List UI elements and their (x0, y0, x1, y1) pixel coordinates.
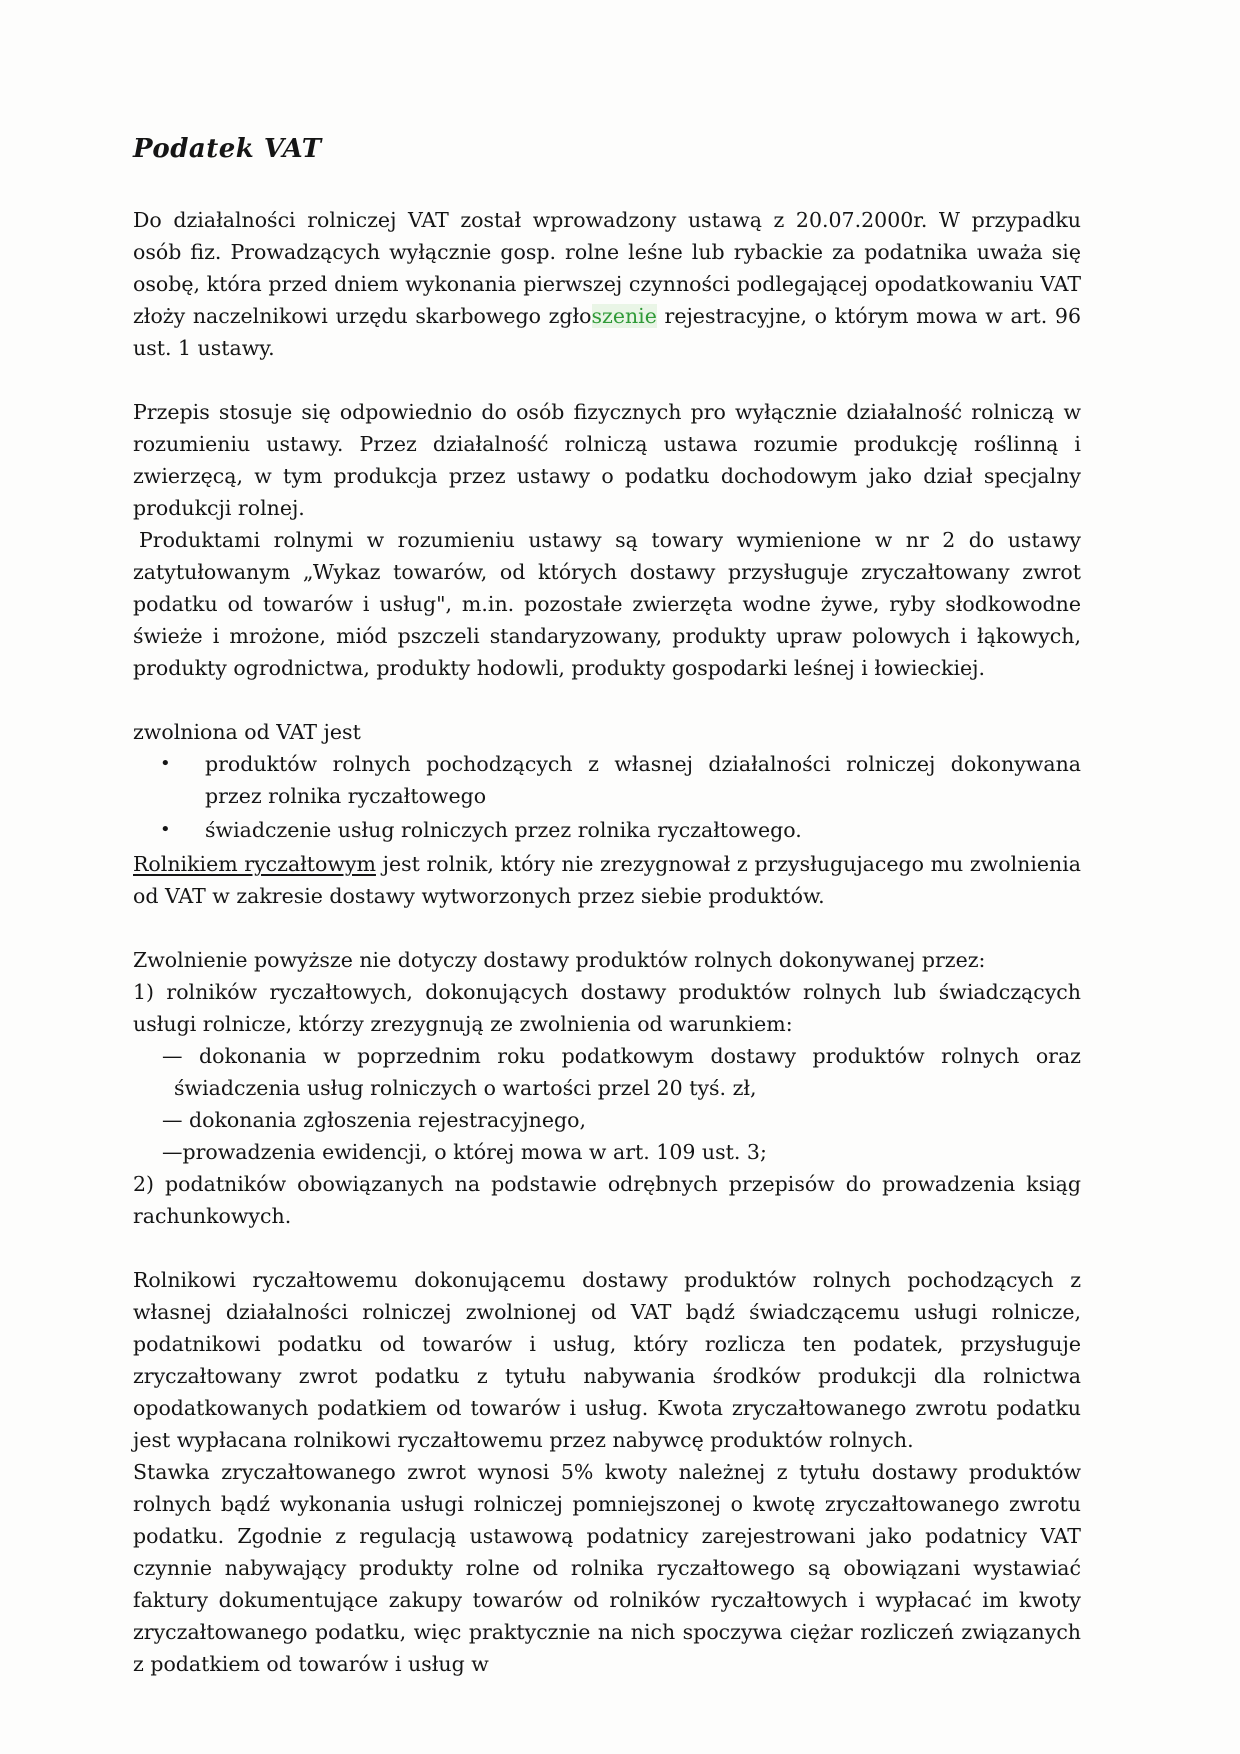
paragraph-scope: Przepis stosuje się odpowiednio do osób fizycznych pro wyłącznie działalność rolniczą w rozumieniu ustawy. Przez działalność rolniczą ustawa rozumie produkcję roślinną i zwierzęcą, w tym produkcja przez ustawy o podatku dochodowym jako dział specjalny produkcji rolnej. (133, 400, 1081, 520)
farmer-definition-rest: jest rolnik, który nie zrezygnował z przysługujacego mu zwolnienia od VAT w zakresie dostawy wytworzonych przez siebie produktów. (133, 852, 1082, 908)
intro-text-after-highlight: rejestracyjne, o którym mowa w art. 96 ust. 1 ustawy. (133, 304, 1081, 360)
paragraph-refund: Rolnikowi ryczałtowemu dokonującemu dostawy produktów rolnych pochodzących z własnej działalności rolniczej zwolnionej od VAT bądź świadczącemu usługi rolnicze, podatnikowi podatku od towarów i usług, który rozlicza ten podatek, przysługuje zryczałtowany zwrot podatku z tytułu nabywania środków produkcji dla rolnictwa opodatkowanych podatkiem od towarów i usług. Kwota zryczałtowanego zwrotu podatku jest wypłacana rolnikowi ryczałtowemu przez nabywcę produktów rolnych. (133, 1268, 1081, 1452)
list-item-text: produktów rolnych pochodzących z własnej działalności rolniczej dokonywana przez rolnika ryczałtowego (205, 752, 1081, 808)
underlined-term: Rolnikiem ryczałtowym (133, 852, 376, 876)
exemption-intro: zwolniona od VAT jest (133, 720, 361, 744)
highlighted-text-fragment: szenie (591, 304, 657, 328)
list-item (133, 814, 1081, 846)
exclusion-intro: Zwolnienie powyższe nie dotyczy dostawy produktów rolnych dokonywanej przez: (133, 948, 986, 972)
paragraph-rate: Stawka zryczałtowanego zwrot wynosi 5% kwoty należnej z tytułu dostawy produktów rolnych bądź wykonania usługi rolniczej pomniejszonej o kwotę zryczałtowanego zwrotu podatku. Zgodnie z regulacją ustawową podatnicy zarejestrowani jako podatnicy VAT czynnie nabywający produkty rolne od rolnika ryczałtowego są obowiązani wystawiać faktury dokumentujące zakupy towarów od rolników ryczałtowych i wypłacać im kwoty zryczałtowanego podatku, więc praktycznie na nich spoczywa ciężar rozliczeń związanych z podatkiem od towarów i usług w (133, 1460, 1081, 1676)
exclusion-condition: —prowadzenia ewidencji, o której mowa w art. 109 ust. 3; (162, 1140, 767, 1164)
paragraph-intro (133, 204, 1081, 364)
intro-text-before-highlight: Do działalności rolniczej VAT został wprowadzony ustawą z 20.07.2000r. W przypadku osób fiz. Prowadzących wyłącznie gosp. rolne leśne lub rybackie za podatnika uważa się osobę, która przed dniem wykonania pierwszej czynności podlegającej opodatkowaniu VAT złoży naczelnikowi urzędu skarbowego zgło (133, 208, 1081, 328)
document-title: Podatek VAT (133, 134, 322, 164)
exclusion-condition: — dokonania w poprzednim roku podatkowym dostawy produktów rolnych oraz świadczenia usług rolniczych o wartości przel 20 tyś. zł, (162, 1044, 1081, 1100)
list-item (133, 748, 1081, 812)
bullet-icon: • (160, 819, 171, 840)
exclusion-condition: — dokonania zgłoszenia rejestracyjnego, (162, 1108, 586, 1132)
exemption-bullet-list (133, 748, 1081, 846)
paragraph-products: Produktami rolnymi w rozumieniu ustawy są towary wymienione w nr 2 do ustawy zatytułowanym „Wykaz towarów, od których dostawy przysługuje zryczałtowany zwrot podatku od towarów i usług", m.in. pozostałe zwierzęta wodne żywe, ryby słodkowodne świeże i mrożone, miód pszczeli standaryzowany, produkty upraw polowych i łąkowych, produkty ogrodnictwa, produkty hodowli, produkty gospodarki leśnej i łowieckiej. (133, 528, 1081, 680)
document-body (133, 136, 1081, 1680)
list-item-text: świadczenie usług rolniczych przez rolnika ryczałtowego. (205, 818, 802, 842)
bullet-icon: • (160, 753, 171, 774)
exclusion-item-2: 2) podatników obowiązanych na podstawie odrębnych przepisów do prowadzenia ksiąg rachunkowych. (133, 1172, 1081, 1228)
exclusion-item-1: 1) rolników ryczałtowych, dokonujących dostawy produktów rolnych lub świadczących usługi rolnicze, którzy zrezygnują ze zwolnienia od warunkiem: (133, 980, 1081, 1036)
paragraph-farmer-definition (133, 848, 1081, 912)
